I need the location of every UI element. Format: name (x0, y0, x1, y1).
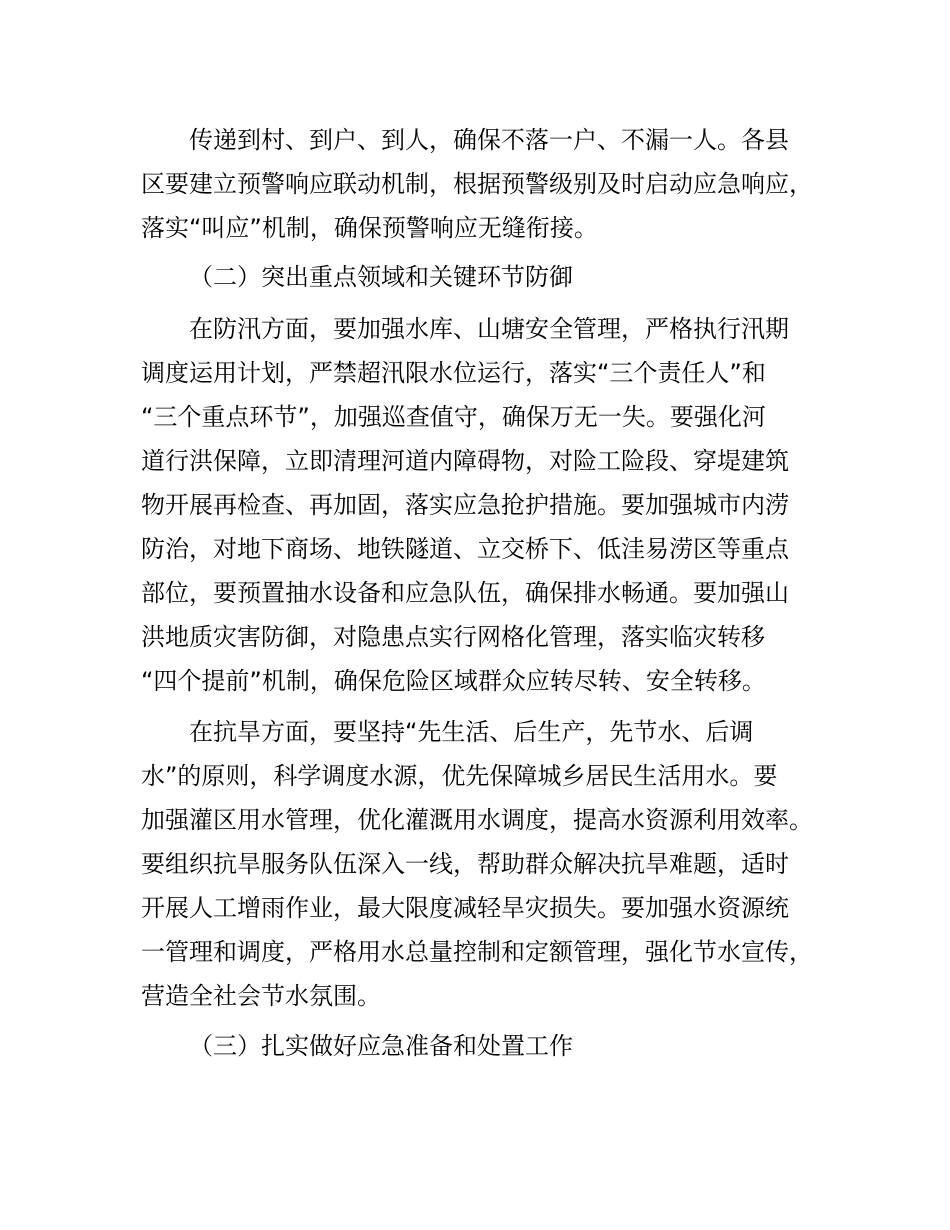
paragraph-line: 调度运用计划，严禁超汛限水位运行，落实“三个责任人”和 (141, 359, 766, 387)
paragraph-line: 在抗旱方面，要坚持“先生活、后生产，先节水、后调 (141, 718, 754, 746)
paragraph-line: “四个提前”机制，确保危险区域群众应转尽转、安全转移。 (141, 667, 766, 695)
section-heading-3: （三）扎实做好应急准备和处置工作 (189, 1032, 573, 1060)
paragraph-line: 在防汛方面，要加强水库、山塘安全管理，严格执行汛期 (141, 315, 789, 343)
paragraph-line: “三个重点环节”，加强巡查值守，确保万无一失。要强化河 (141, 403, 766, 431)
paragraph-line: 物开展再检查、再加固，落实应急抢护措施。要加强城市内涝 (141, 491, 789, 519)
paragraph-line: 洪地质灾害防御，对隐患点实行网格化管理，落实临灾转移 (141, 623, 765, 651)
paragraph-line: 部位，要预置抽水设备和应急队伍，确保排水畅通。要加强山 (141, 579, 789, 607)
paragraph-line: 区要建立预警响应联动机制，根据预警级别及时启动应急响应， (141, 170, 813, 198)
paragraph-line: 传递到村、到户、到人，确保不落一户、不漏一人。各县 (141, 126, 789, 154)
paragraph-line: 加强灌区用水管理，优化灌溉用水调度，提高水资源利用效率。 (141, 806, 813, 834)
paragraph-line: 营造全社会节水氛围。 (141, 982, 381, 1010)
paragraph-line: 防治，对地下商场、地铁隧道、立交桥下、低洼易涝区等重点 (141, 535, 789, 563)
paragraph-line: 水”的原则，科学调度水源，优先保障城乡居民生活用水。要 (141, 762, 778, 790)
paragraph-line: 开展人工增雨作业，最大限度减轻旱灾损失。要加强水资源统 (141, 894, 789, 922)
paragraph-line: 落实“叫应”机制，确保预警响应无缝衔接。 (141, 214, 598, 242)
paragraph-line: 一管理和调度，严格用水总量控制和定额管理，强化节水宣传， (141, 938, 813, 966)
paragraph-line: 要组织抗旱服务队伍深入一线，帮助群众解决抗旱难题，适时 (141, 850, 789, 878)
section-heading-2: （二）突出重点领域和关键环节防御 (189, 263, 573, 291)
paragraph-line: 道行洪保障，立即清理河道内障碍物，对险工险段、穿堤建筑 (141, 447, 789, 475)
